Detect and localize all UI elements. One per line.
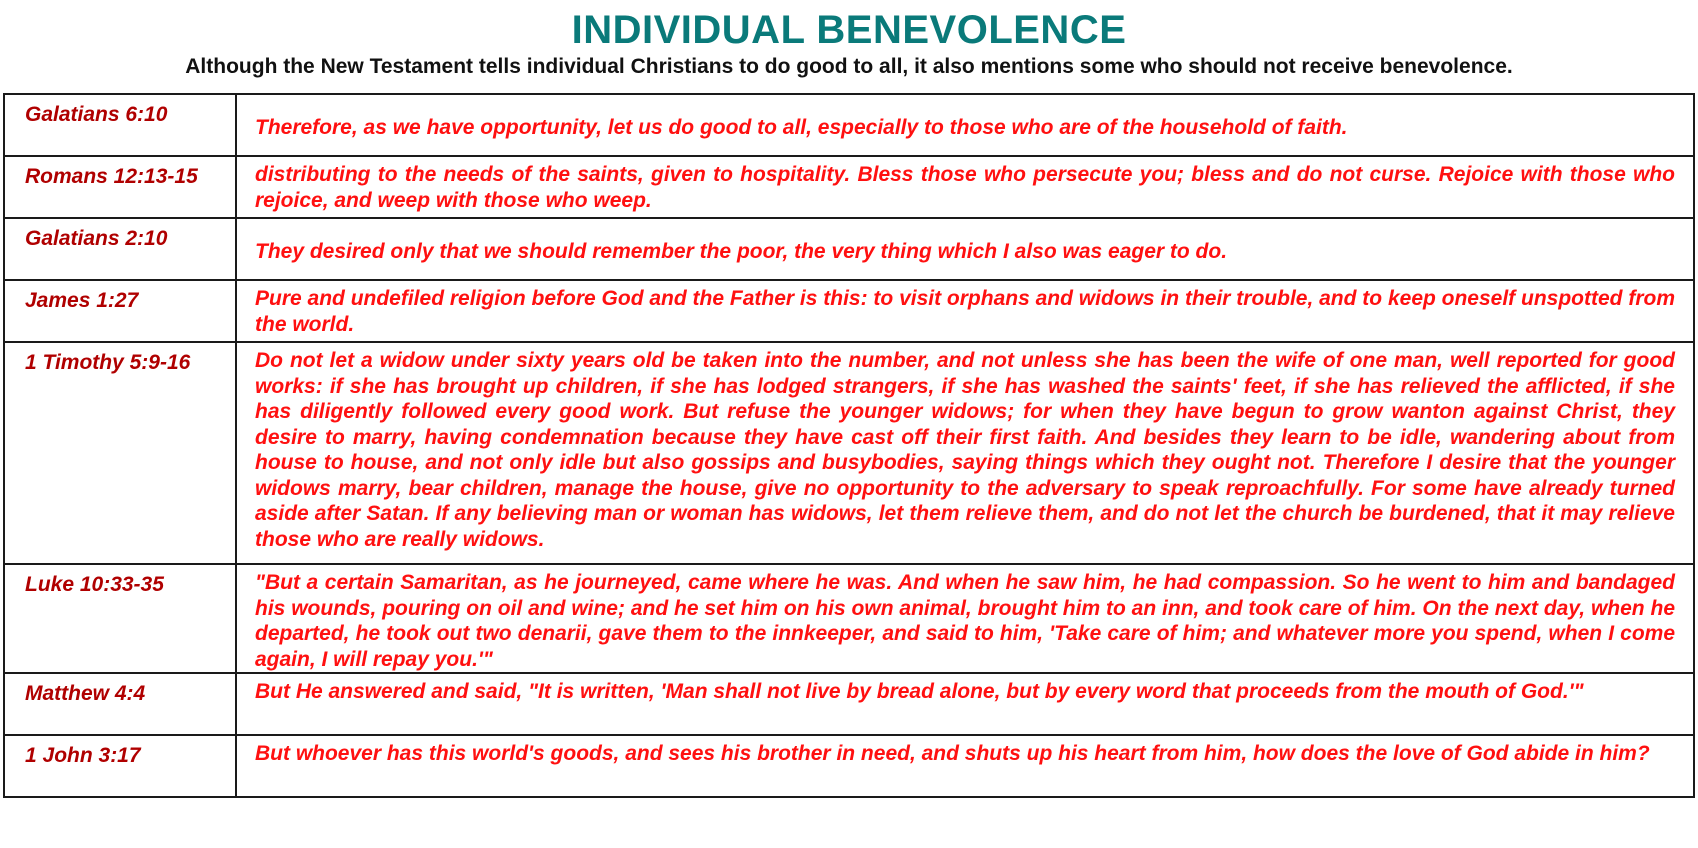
table-row [4,156,1694,218]
verse-reference: Romans 12:13-15 [4,156,236,218]
verse-text: distributing to the needs of the saints, given to hospitality. Bless those who persecute you; bless and do not curse. Rejoice with those who rejoice, and weep with those who weep. [236,156,1694,218]
verse-text: But He answered and said, "It is written, 'Man shall not live by bread alone, but by every word that proceeds from the mouth of God.'" [236,673,1694,735]
page-subtitle: Although the New Testament tells individual Christians to do good to all, it also mentions some who should not receive benevolence. [185,55,1513,78]
verse-reference: 1 John 3:17 [4,735,236,797]
verse-reference: Matthew 4:4 [4,673,236,735]
table-row [4,673,1694,735]
verse-text: Therefore, as we have opportunity, let us do good to all, especially to those who are of the household of faith. [236,94,1694,156]
table-row [4,94,1694,156]
table-row [4,735,1694,797]
table-row [4,342,1694,564]
verse-text: Pure and undefiled religion before God and the Father is this: to visit orphans and widows in their trouble, and to keep oneself unspotted from the world. [236,280,1694,342]
verse-text: Do not let a widow under sixty years old be taken into the number, and not unless she has been the wife of one man, well reported for good works: if she has brought up children, if she has lodged strangers, if she has washed the saints' feet, if she has relieved the afflicted, if she has diligently followed every good work. But refuse the younger widows; for when they have begun to grow wanton against Christ, they desire to marry, having condemnation because they have cast off their first faith. And besides they learn to be idle, wandering about from house to house, and not only idle but also gossips and busybodies, saying things which they ought not. Therefore I desire that the younger widows marry, bear children, manage the house, give no opportunity to the adversary to speak reproachfully. For some have already turned aside after Satan. If any believing man or woman has widows, let them relieve them, and do not let the church be burdened, that it may relieve those who are really widows. [236,342,1694,564]
verse-table [3,93,1695,798]
table-row [4,218,1694,280]
verse-text: "But a certain Samaritan, as he journeyed, came where he was. And when he saw him, he had compassion. So he went to him and bandaged his wounds, pouring on oil and wine; and he set him on his own animal, brought him to an inn, and took care of him. On the next day, when he departed, he took out two denarii, gave them to the innkeeper, and said to him, 'Take care of him; and whatever more you spend, when I come again, I will repay you.'" [236,564,1694,673]
verse-reference: Luke 10:33-35 [4,564,236,673]
verse-text: But whoever has this world's goods, and sees his brother in need, and shuts up his heart from him, how does the love of God abide in him? [236,735,1694,797]
table-row [4,280,1694,342]
verse-reference: 1 Timothy 5:9-16 [4,342,236,564]
table-row [4,564,1694,673]
verse-text: They desired only that we should remember the poor, the very thing which I also was eager to do. [236,218,1694,280]
verse-reference: Galatians 6:10 [4,94,236,156]
page-title: INDIVIDUAL BENEVOLENCE [571,8,1127,52]
verse-reference: Galatians 2:10 [4,218,236,280]
verse-reference: James 1:27 [4,280,236,342]
